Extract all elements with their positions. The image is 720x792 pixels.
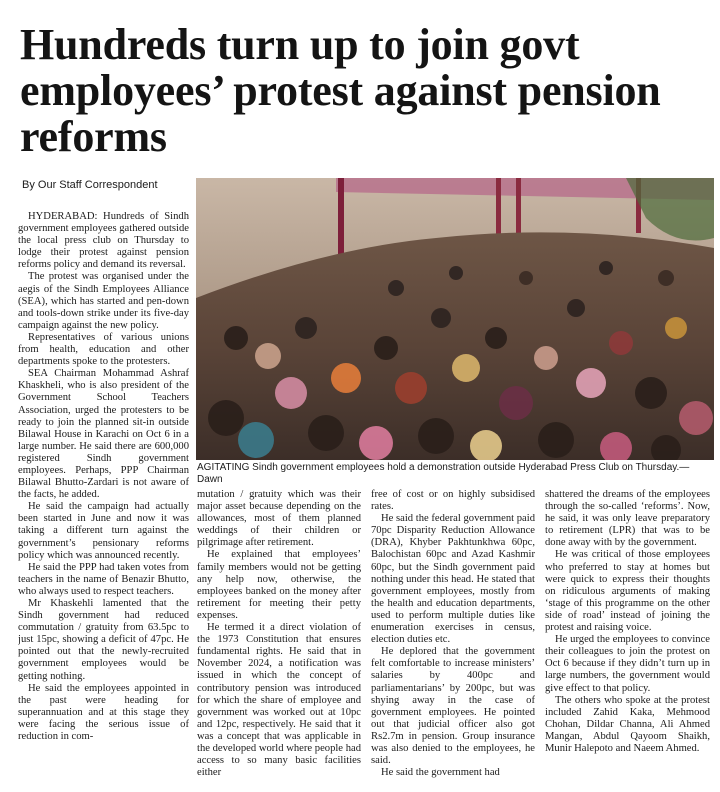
paragraph: He deplored that the government felt comfortable to increase ministers’ salaries by 400pc and parliamentarians’ by 200pc, but was shying away in the case of government employees. He pointed out that judicial officer also got Rs2.7m in pension. Group insurance was also denied to the employees, he said. — [371, 646, 535, 767]
paragraph: He termed it a direct violation of the 1973 Constitution that ensures fundamental rights. He said that in November 2024, a notification was issued in which the concept of contributory pension was introduced for which the share of employee and government was worked out at 10pc and 12pc, respectively. He said that it was a concept that was applicable in the developed world where people had access to so many basic facilities either — [197, 622, 361, 779]
paragraph: He said the campaign had actually been started in June and now it was taking a different turn against the government’s pensionary reforms policy which was announced recently. — [18, 501, 189, 561]
paragraph: mutation / gratuity which was their major asset because depending on the allowances, most of them planned weddings of their children or pilgrimage after retirement. — [197, 489, 361, 549]
paragraph: The others who spoke at the protest included Zahid Kaka, Mehmood Chohan, Dildar Channa, Ali Ahmed Mangan, Abdul Qayoom Shaikh, Munir Halepoto and Naeem Ahmed. — [545, 694, 710, 754]
paragraph: Representatives of various unions from health, education and other departments spoke to the protesters. — [18, 331, 189, 368]
paragraph: free of cost or on highly subsidised rates. — [371, 489, 535, 513]
headline: Hundreds turn up to join govt employees’ protest against pension reforms — [20, 20, 661, 161]
article-column-1 — [18, 211, 189, 791]
paragraph: He said the employees appointed in the past were heading for superannuation and at this stage they were facing the serious issue of reduction in com- — [18, 682, 189, 743]
paragraph: Mr Khaskehli lamented that the Sindh government had reduced commutation / gratuity from 63.5pc to just 15pc, showing a deficit of 47pc. He pointed out that the newly-recruited government employees would be getting nothing. — [18, 598, 189, 682]
paragraph: He said the federal government paid 70pc Disparity Reduction Allowance (DRA), Khyber Pakhtunkhwa 60pc, Balochistan 60pc and Azad Kashmir 60pc, but the Sindh government paid nothing under this head. He stated that government employees, mostly from the health and education departments, used to perform multiple duties like enumeration exercises in census, election duties etc. — [371, 513, 535, 646]
paragraph: SEA Chairman Mohammad Ashraf Khaskheli, who is also president of the Government School Teachers Association, urged the protesters to be ready to join the planned sit-in outside Bilawal House in Karachi on Oct 6 in a large number. He said there are 600,000 registered Sindh government employees. Perhaps, PPP Chairman Bilawal Bhutto-Zardari is not aware of the facts, he added. — [18, 368, 189, 501]
byline: By Our Staff Correspondent — [22, 179, 158, 191]
article-column-3 — [371, 489, 535, 791]
paragraph: The protest was organised under the aegis of the Sindh Employees Alliance (SEA), which has started and pen-down and tools-down strike under its five-day campaign against the new policy. — [18, 271, 189, 331]
article-column-2 — [197, 489, 361, 791]
protest-photo — [196, 178, 714, 460]
paragraph: shattered the dreams of the employees through the so-called ‘reforms’. Now, he said, it was only leave preparatory to retirement (LPR) that was to be done away with by the government. — [545, 489, 710, 549]
paragraph: He urged the employees to convince their colleagues to join the protest on Oct 6 because if they didn’t turn up in large numbers, the government would give effect to that policy. — [545, 634, 710, 694]
paragraph: He said the government had — [381, 767, 500, 779]
photo-caption: AGITATING Sindh government employees hold a demonstration outside Hyderabad Press Club on Thursday.—Dawn — [197, 462, 690, 485]
paragraph: He was critical of those employees who preferred to stay at homes but were quick to express their thoughts on ridiculous arguments of making ‘stage of this programme on the other side of road’ instead of joining the protest and raising voice. — [545, 549, 710, 634]
article-column-4 — [545, 489, 710, 791]
paragraph: HYDERABAD: Hundreds of Sindh government employees gathered outside the local press club on Thursday to lodge their protest against pension reforms policy and demand its reversal. — [18, 211, 189, 271]
paragraph: He said the PPP had taken votes from teachers in the name of Benazir Bhutto, who always used to respect teachers. — [18, 561, 189, 597]
paragraph: He explained that employees’ family members would not be getting any help now, otherwise, the employees banked on the money after retirement for meeting their petty expenses. — [197, 549, 361, 621]
